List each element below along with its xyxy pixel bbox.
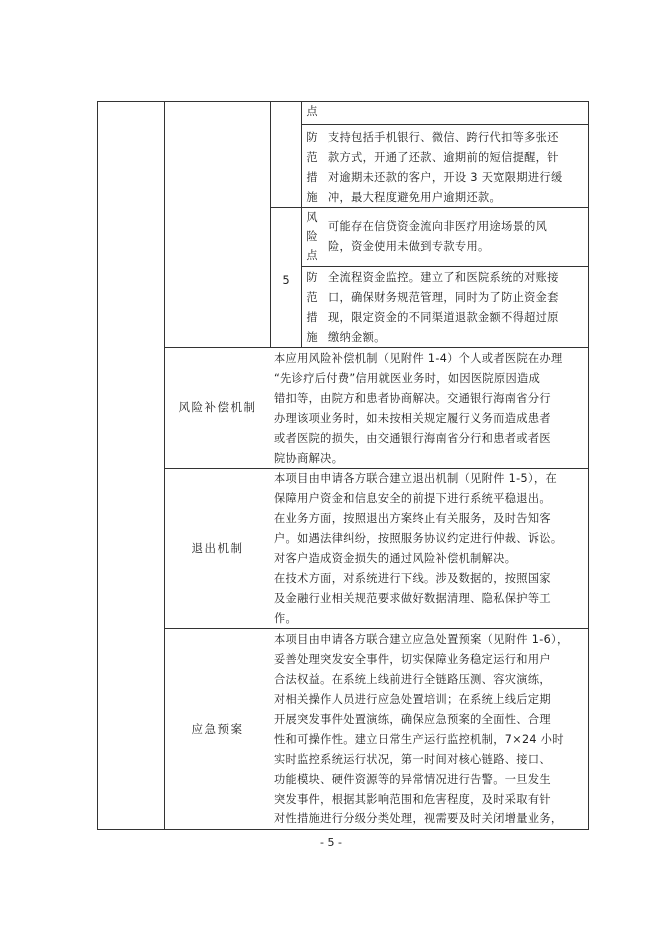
text-line: 本项目由申请各方联合建立退出机制（见附件 1-5），在 xyxy=(274,472,557,485)
text-line: 突发事件，根据其影响范围和危害程度，及时采取有针 xyxy=(274,793,551,806)
label-char: 范 xyxy=(306,291,318,304)
text-line: 开展突发事件处置演练，确保应急预案的全面性、合理 xyxy=(274,713,551,726)
text-line: 险，资金使用未做到专款专用。 xyxy=(328,240,490,253)
col-divider-2 xyxy=(270,101,271,347)
label-char: 措 xyxy=(306,311,318,324)
text-line: 对相关操作人员进行应急处置培训；在系统上线后定期 xyxy=(274,693,551,706)
risk-point-label-tail: 点 xyxy=(306,105,318,118)
text-line: 现，限定资金的不同渠道退款金额不得超过原 xyxy=(328,311,559,324)
text-line: 本应用风险补偿机制（见附件 1-4）个人或者医院在办理 xyxy=(274,352,563,365)
text-line: 作。 xyxy=(274,612,298,625)
label-char: 点 xyxy=(306,249,318,262)
label-char: 施 xyxy=(306,331,318,344)
table-bottom-border xyxy=(97,829,589,830)
text-line: 保障用户资金和信息安全的前提下进行系统平稳退出。 xyxy=(274,492,551,505)
text-line: 对逾期未还款的客户，开设 3 天宽限期进行缓 xyxy=(328,171,563,184)
label-char: 施 xyxy=(306,191,318,204)
exit-mechanism-label: 退出机制 xyxy=(191,541,244,555)
text-line: “先诊疗后付费”信用就医业务时，如因医院原因造成 xyxy=(274,372,541,385)
text-line: 本项目由申请各方联合建立应急处置预案（见附件 1-6）， xyxy=(274,633,569,646)
page-number: - 5 - xyxy=(320,836,342,849)
text-line: 或者医院的损失，由交通银行海南省分行和患者或者医 xyxy=(274,432,551,445)
text-line: 冲，最大程度避免用户逾期还款。 xyxy=(328,191,502,204)
text-line: 性和可操作性。建立日常生产运行监控机制，7×24 小时 xyxy=(274,733,564,746)
text-line: 实时监控系统运行状况，第一时间对核心链路、接口、 xyxy=(274,753,551,766)
text-line: 支持包括手机银行、微信、跨行代扣等多张还 xyxy=(328,131,559,144)
label-char: 险 xyxy=(306,230,318,243)
text-line: 可能存在信贷资金流向非医疗用途场景的风 xyxy=(328,220,548,233)
text-line: 合法权益。在系统上线前进行全链路压测、容灾演练， xyxy=(274,673,551,686)
text-line: 在业务方面，按照退出方案终止有关服务，及时告知客 xyxy=(274,512,551,525)
row-divider-sub xyxy=(301,266,589,267)
label-char: 范 xyxy=(306,151,318,164)
text-line: 对客户造成资金损失的通过风险补偿机制解决。 xyxy=(274,552,517,565)
table-top-border xyxy=(97,101,589,102)
risk-compensation-label: 风险补偿机制 xyxy=(178,400,257,414)
text-line: 户。如遇法律纠纷，按照服务协议约定进行仲裁、诉讼。 xyxy=(274,532,563,545)
row-divider-emergency xyxy=(164,628,589,629)
text-line: 院协商解决。 xyxy=(274,452,344,465)
table-left-border xyxy=(97,101,98,830)
label-char: 防 xyxy=(306,131,318,144)
text-line: 办理该项业务时，如未按相关规定履行义务而造成患者 xyxy=(274,412,551,425)
text-line: 缴纳金额。 xyxy=(328,331,386,344)
text-line: 款方式，开通了还款、逾期前的短信提醒，针 xyxy=(328,151,559,164)
label-char: 防 xyxy=(306,271,318,284)
text-line: 口，确保财务规范管理，同时为了防止资金套 xyxy=(328,291,559,304)
label-char: 措 xyxy=(306,171,318,184)
row-number: 5 xyxy=(282,274,290,287)
text-line: 错扣等，由院方和患者协商解决。交通银行海南省分行 xyxy=(274,392,551,405)
row-divider-sub xyxy=(301,124,589,125)
table-right-border xyxy=(588,101,589,830)
text-line: 功能模块、硬件资源等的异常情况进行告警。一旦发生 xyxy=(274,773,551,786)
text-line: 妥善处理突发安全事件，切实保障业务稳定运行和用户 xyxy=(274,653,551,666)
text-line: 全流程资金监控。建立了和医院系统的对账接 xyxy=(328,271,559,284)
text-line: 对性措施进行分级分类处理，视需要及时关闭增量业务， xyxy=(274,812,563,825)
text-line: 及金融行业相关规范要求做好数据清理、隐私保护等工 xyxy=(274,592,551,605)
emergency-plan-label: 应急预案 xyxy=(191,722,244,736)
text-line: 在技术方面，对系统进行下线。涉及数据的，按照国家 xyxy=(274,572,551,585)
label-char: 风 xyxy=(306,211,318,224)
